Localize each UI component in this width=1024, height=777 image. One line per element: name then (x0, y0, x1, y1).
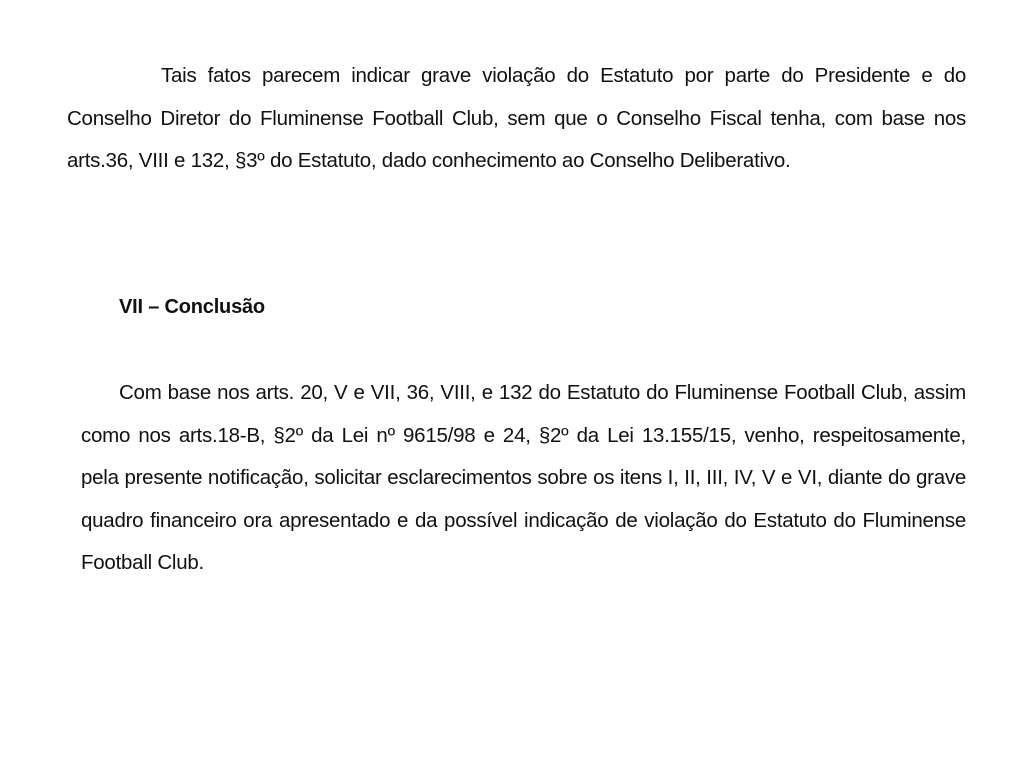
section-heading-conclusion: VII – Conclusão (119, 296, 265, 318)
paragraph-violation-statement: Tais fatos parecem indicar grave violação do Estatuto por parte do Presidente e do Conselho Diretor do Fluminense Football Club, sem que o Conselho Fiscal tenha, com base nos arts.36, VIII e 132, §3º do Estatuto, dado conhecimento ao Conselho Deliberativo. (67, 64, 966, 172)
paragraph-conclusion: Com base nos arts. 20, V e VII, 36, VIII, e 132 do Estatuto do Fluminense Football Club, assim como nos arts.18-B, §2º da Lei nº 9615/98 e 24, §2º da Lei 13.155/15, venho, respeitosamente, pela presente notificação, solicitar esclarecimentos sobre os itens I, II, III, IV, V e VI, diante do grave quadro financeiro ora apresentado e da possível indicação de violação do Estatuto do Fluminense Football Club. (81, 381, 966, 574)
